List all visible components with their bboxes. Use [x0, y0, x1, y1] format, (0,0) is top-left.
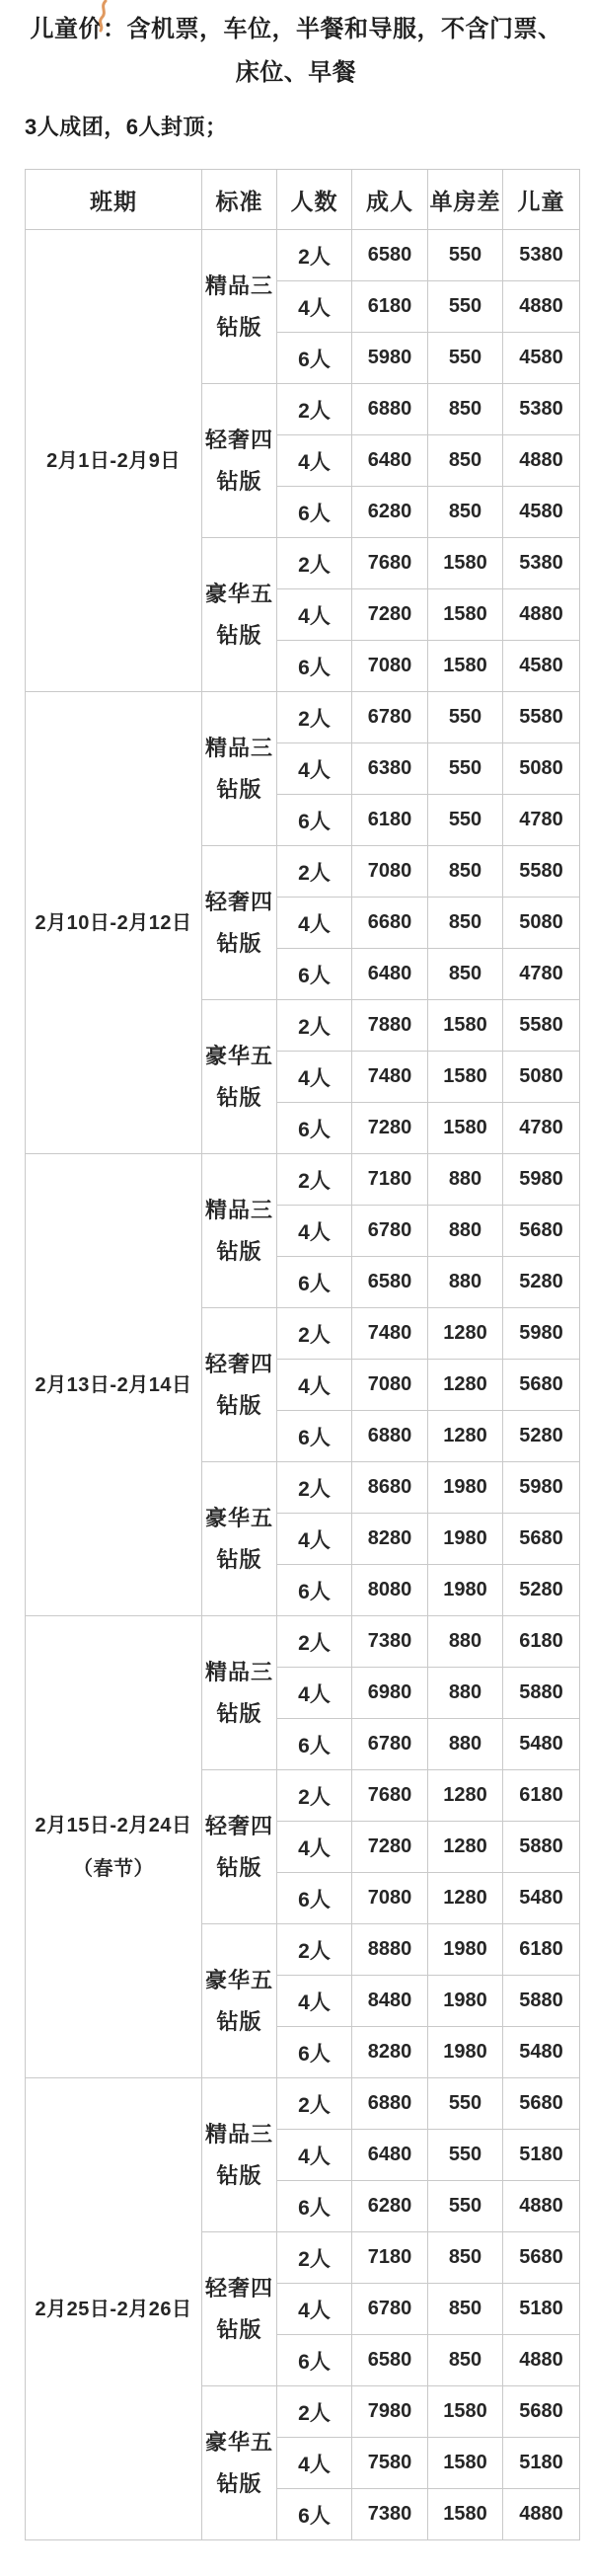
- adult-price-cell: 6780: [352, 1719, 428, 1770]
- tier-name-line: 钻版: [216, 468, 262, 494]
- date-period-cell-4: [26, 2078, 202, 2540]
- tier-name-line: 精品三: [204, 2121, 273, 2147]
- child-price-cell: 5680: [503, 2078, 580, 2130]
- people-cell: 2人: [277, 846, 352, 898]
- price-table-head: [26, 170, 580, 230]
- adult-price-cell: 7080: [352, 1873, 428, 1924]
- tier-name-cell: [202, 1154, 277, 1308]
- tier-name-line: 钻版: [216, 314, 262, 340]
- single-supplement-cell: 1280: [428, 1770, 503, 1822]
- tier-name-line: 钻版: [216, 2470, 262, 2496]
- child-price-cell: 5880: [503, 1976, 580, 2027]
- child-price-cell: 5680: [503, 1360, 580, 1411]
- adult-price-cell: 6280: [352, 487, 428, 538]
- child-price-cell: 4780: [503, 1103, 580, 1154]
- single-supplement-cell: 1580: [428, 1052, 503, 1103]
- adult-price-cell: 7080: [352, 641, 428, 692]
- tier-name-cell: [202, 230, 277, 384]
- people-cell: 4人: [277, 1976, 352, 2027]
- single-supplement-cell: 1580: [428, 589, 503, 641]
- child-price-cell: 5380: [503, 538, 580, 589]
- single-supplement-cell: 880: [428, 1668, 503, 1719]
- tier-name-line: 豪华五: [204, 581, 273, 606]
- single-supplement-cell: 1280: [428, 1308, 503, 1360]
- people-cell: 6人: [277, 2181, 352, 2232]
- adult-price-cell: 7880: [352, 1000, 428, 1052]
- child-price-cell: 5180: [503, 2438, 580, 2489]
- single-supplement-cell: 880: [428, 1616, 503, 1668]
- single-supplement-cell: 850: [428, 898, 503, 949]
- child-price-cell: 5280: [503, 1565, 580, 1616]
- adult-price-cell: 8280: [352, 2027, 428, 2078]
- child-price-cell: 5680: [503, 2386, 580, 2438]
- people-cell: 4人: [277, 1052, 352, 1103]
- date-period-cell-2: [26, 1154, 202, 1616]
- tier-name-cell: [202, 1770, 277, 1924]
- child-price-cell: 5680: [503, 1514, 580, 1565]
- people-cell: 2人: [277, 1462, 352, 1514]
- single-supplement-cell: 1980: [428, 1976, 503, 2027]
- child-price-cell: 4780: [503, 949, 580, 1000]
- price-table-body: [26, 230, 580, 2540]
- adult-price-cell: 7280: [352, 1103, 428, 1154]
- column-header-0: 班期: [26, 170, 202, 230]
- people-cell: 6人: [277, 1565, 352, 1616]
- child-price-cell: 4780: [503, 795, 580, 846]
- single-supplement-cell: 850: [428, 846, 503, 898]
- child-price-cell: 5580: [503, 846, 580, 898]
- table-row: [26, 1154, 580, 1206]
- child-price-cell: 5480: [503, 1719, 580, 1770]
- tier-name-line: 精品三: [204, 1197, 273, 1222]
- tier-name-line: 轻奢四: [204, 1813, 273, 1838]
- people-cell: 2人: [277, 384, 352, 435]
- child-price-cell: 6180: [503, 1770, 580, 1822]
- single-supplement-cell: 1580: [428, 2386, 503, 2438]
- people-cell: 6人: [277, 1257, 352, 1308]
- page-title: [0, 0, 592, 95]
- page-title-line1: 儿童价：含机票，车位，半餐和导服，不含门票、: [30, 16, 562, 42]
- date-period-text: 2月13日-2月14日: [35, 1373, 192, 1396]
- child-price-cell: 4880: [503, 435, 580, 487]
- single-supplement-cell: 850: [428, 435, 503, 487]
- tier-name-line: 轻奢四: [204, 889, 273, 914]
- single-supplement-cell: 1280: [428, 1411, 503, 1462]
- adult-price-cell: 6780: [352, 692, 428, 743]
- tier-name-line: 钻版: [216, 2008, 262, 2034]
- child-price-cell: 5980: [503, 1308, 580, 1360]
- people-cell: 2人: [277, 2232, 352, 2284]
- child-price-cell: 5380: [503, 384, 580, 435]
- date-period-text: 2月1日-2月9日: [46, 449, 181, 472]
- tier-name-line: 钻版: [216, 622, 262, 648]
- people-cell: 4人: [277, 898, 352, 949]
- child-price-cell: 4880: [503, 2181, 580, 2232]
- price-table: [25, 169, 580, 2540]
- child-price-cell: 5880: [503, 1668, 580, 1719]
- people-cell: 6人: [277, 487, 352, 538]
- date-period-cell-0: [26, 230, 202, 692]
- adult-price-cell: 6180: [352, 281, 428, 333]
- people-cell: 2人: [277, 1924, 352, 1976]
- child-price-cell: 5180: [503, 2284, 580, 2335]
- adult-price-cell: 6480: [352, 949, 428, 1000]
- adult-price-cell: 7480: [352, 1052, 428, 1103]
- table-row: [26, 230, 580, 281]
- child-price-cell: 5480: [503, 2027, 580, 2078]
- date-period-cell-3: [26, 1616, 202, 2078]
- adult-price-cell: 7980: [352, 2386, 428, 2438]
- single-supplement-cell: 1580: [428, 1103, 503, 1154]
- people-cell: 2人: [277, 692, 352, 743]
- people-cell: 6人: [277, 2489, 352, 2540]
- child-price-cell: 4580: [503, 487, 580, 538]
- column-header-1: 标准: [202, 170, 277, 230]
- people-cell: 2人: [277, 1000, 352, 1052]
- child-price-cell: 4880: [503, 2489, 580, 2540]
- adult-price-cell: 6680: [352, 898, 428, 949]
- single-supplement-cell: 550: [428, 743, 503, 795]
- people-cell: 2人: [277, 1308, 352, 1360]
- child-price-cell: 5980: [503, 1154, 580, 1206]
- people-cell: 6人: [277, 2335, 352, 2386]
- single-supplement-cell: 1580: [428, 641, 503, 692]
- people-cell: 2人: [277, 1616, 352, 1668]
- single-supplement-cell: 550: [428, 692, 503, 743]
- single-supplement-cell: 1580: [428, 538, 503, 589]
- single-supplement-cell: 1580: [428, 2489, 503, 2540]
- tier-name-cell: [202, 846, 277, 1000]
- people-cell: 4人: [277, 1360, 352, 1411]
- adult-price-cell: 6280: [352, 2181, 428, 2232]
- child-price-cell: 5680: [503, 2232, 580, 2284]
- single-supplement-cell: 880: [428, 1206, 503, 1257]
- child-price-cell: 5480: [503, 1873, 580, 1924]
- child-price-cell: 4580: [503, 333, 580, 384]
- people-cell: 6人: [277, 1873, 352, 1924]
- single-supplement-cell: 1280: [428, 1873, 503, 1924]
- single-supplement-cell: 850: [428, 2335, 503, 2386]
- child-price-cell: 5980: [503, 1462, 580, 1514]
- adult-price-cell: 6480: [352, 435, 428, 487]
- single-supplement-cell: 1580: [428, 1000, 503, 1052]
- tier-name-line: 豪华五: [204, 1043, 273, 1068]
- column-header-4: 单房差: [428, 170, 503, 230]
- tier-name-line: 精品三: [204, 735, 273, 760]
- tier-name-cell: [202, 1924, 277, 2078]
- single-supplement-cell: 550: [428, 795, 503, 846]
- single-supplement-cell: 550: [428, 2181, 503, 2232]
- tier-name-line: 钻版: [216, 1854, 262, 1880]
- tier-name-cell: [202, 692, 277, 846]
- people-cell: 4人: [277, 1514, 352, 1565]
- adult-price-cell: 6580: [352, 1257, 428, 1308]
- single-supplement-cell: 850: [428, 2284, 503, 2335]
- people-cell: 4人: [277, 435, 352, 487]
- column-header-2: 人数: [277, 170, 352, 230]
- tier-name-cell: [202, 2232, 277, 2386]
- adult-price-cell: 7380: [352, 2489, 428, 2540]
- tier-name-line: 精品三: [204, 273, 273, 298]
- people-cell: 6人: [277, 641, 352, 692]
- single-supplement-cell: 550: [428, 281, 503, 333]
- adult-price-cell: 8080: [352, 1565, 428, 1616]
- child-price-cell: 5880: [503, 1822, 580, 1873]
- adult-price-cell: 8480: [352, 1976, 428, 2027]
- people-cell: 6人: [277, 1411, 352, 1462]
- single-supplement-cell: 1980: [428, 1462, 503, 1514]
- single-supplement-cell: 850: [428, 487, 503, 538]
- people-cell: 4人: [277, 743, 352, 795]
- adult-price-cell: 8880: [352, 1924, 428, 1976]
- people-cell: 6人: [277, 1103, 352, 1154]
- people-cell: 2人: [277, 2078, 352, 2130]
- single-supplement-cell: 850: [428, 2232, 503, 2284]
- adult-price-cell: 6780: [352, 2284, 428, 2335]
- tier-name-line: 豪华五: [204, 1967, 273, 1992]
- single-supplement-cell: 1980: [428, 1924, 503, 1976]
- tier-name-line: 轻奢四: [204, 1351, 273, 1376]
- child-price-cell: 5280: [503, 1411, 580, 1462]
- people-cell: 6人: [277, 2027, 352, 2078]
- tier-name-cell: [202, 2386, 277, 2540]
- single-supplement-cell: 1280: [428, 1822, 503, 1873]
- tier-name-line: 豪华五: [204, 1505, 273, 1530]
- adult-price-cell: 6580: [352, 2335, 428, 2386]
- tier-name-line: 轻奢四: [204, 2275, 273, 2301]
- child-price-cell: 4880: [503, 281, 580, 333]
- single-supplement-cell: 1980: [428, 1514, 503, 1565]
- single-supplement-cell: 1980: [428, 2027, 503, 2078]
- adult-price-cell: 7080: [352, 1360, 428, 1411]
- child-price-cell: 5080: [503, 898, 580, 949]
- adult-price-cell: 6380: [352, 743, 428, 795]
- adult-price-cell: 8280: [352, 1514, 428, 1565]
- adult-price-cell: 6880: [352, 2078, 428, 2130]
- adult-price-cell: 8680: [352, 1462, 428, 1514]
- child-price-cell: 5180: [503, 2130, 580, 2181]
- table-row: [26, 1616, 580, 1668]
- adult-price-cell: 5980: [352, 333, 428, 384]
- people-cell: 2人: [277, 1154, 352, 1206]
- adult-price-cell: 6180: [352, 795, 428, 846]
- single-supplement-cell: 850: [428, 949, 503, 1000]
- adult-price-cell: 7380: [352, 1616, 428, 1668]
- date-period-text: 2月15日-2月24日: [35, 1814, 192, 1836]
- child-price-cell: 5080: [503, 1052, 580, 1103]
- people-cell: 4人: [277, 1822, 352, 1873]
- people-cell: 6人: [277, 1719, 352, 1770]
- column-header-5: 儿童: [503, 170, 580, 230]
- adult-price-cell: 7680: [352, 1770, 428, 1822]
- tier-name-line: 钻版: [216, 1700, 262, 1726]
- tier-name-line: 精品三: [204, 1659, 273, 1684]
- group-size-note: 3人成团，6人封顶；: [25, 115, 228, 139]
- table-row: [26, 692, 580, 743]
- people-cell: 4人: [277, 2438, 352, 2489]
- child-price-cell: 5280: [503, 1257, 580, 1308]
- adult-price-cell: 6580: [352, 230, 428, 281]
- tier-name-cell: [202, 1000, 277, 1154]
- people-cell: 4人: [277, 1206, 352, 1257]
- tier-name-line: 钻版: [216, 2162, 262, 2188]
- date-period-text: 2月25日-2月26日: [35, 2298, 192, 2320]
- date-period-note: （春节）: [73, 1857, 154, 1880]
- tier-name-cell: [202, 1462, 277, 1616]
- adult-price-cell: 6980: [352, 1668, 428, 1719]
- adult-price-cell: 7680: [352, 538, 428, 589]
- tier-name-line: 钻版: [216, 1084, 262, 1110]
- child-price-cell: 6180: [503, 1616, 580, 1668]
- column-header-3: 成人: [352, 170, 428, 230]
- people-cell: 2人: [277, 1770, 352, 1822]
- adult-price-cell: 6480: [352, 2130, 428, 2181]
- adult-price-cell: 6880: [352, 1411, 428, 1462]
- tier-name-line: 钻版: [216, 1392, 262, 1418]
- child-price-cell: 5380: [503, 230, 580, 281]
- adult-price-cell: 6780: [352, 1206, 428, 1257]
- tier-name-cell: [202, 538, 277, 692]
- single-supplement-cell: 880: [428, 1719, 503, 1770]
- people-cell: 4人: [277, 281, 352, 333]
- child-price-cell: 5580: [503, 692, 580, 743]
- adult-price-cell: 7280: [352, 1822, 428, 1873]
- single-supplement-cell: 880: [428, 1257, 503, 1308]
- tier-name-line: 轻奢四: [204, 427, 273, 452]
- child-price-cell: 4580: [503, 641, 580, 692]
- adult-price-cell: 7180: [352, 2232, 428, 2284]
- tier-name-cell: [202, 1616, 277, 1770]
- people-cell: 4人: [277, 1668, 352, 1719]
- people-cell: 4人: [277, 2130, 352, 2181]
- child-price-cell: 4880: [503, 2335, 580, 2386]
- table-row: [26, 2078, 580, 2130]
- single-supplement-cell: 550: [428, 333, 503, 384]
- people-cell: 6人: [277, 949, 352, 1000]
- single-supplement-cell: 1980: [428, 1565, 503, 1616]
- people-cell: 6人: [277, 333, 352, 384]
- single-supplement-cell: 1580: [428, 2438, 503, 2489]
- single-supplement-cell: 850: [428, 384, 503, 435]
- tier-name-cell: [202, 384, 277, 538]
- people-cell: 6人: [277, 795, 352, 846]
- date-period-cell-1: [26, 692, 202, 1154]
- adult-price-cell: 7580: [352, 2438, 428, 2489]
- tier-name-line: 钻版: [216, 2316, 262, 2342]
- single-supplement-cell: 550: [428, 2078, 503, 2130]
- child-price-cell: 5080: [503, 743, 580, 795]
- adult-price-cell: 7180: [352, 1154, 428, 1206]
- single-supplement-cell: 550: [428, 230, 503, 281]
- adult-price-cell: 7480: [352, 1308, 428, 1360]
- people-cell: 2人: [277, 2386, 352, 2438]
- people-cell: 2人: [277, 538, 352, 589]
- tier-name-line: 钻版: [216, 930, 262, 956]
- single-supplement-cell: 1280: [428, 1360, 503, 1411]
- adult-price-cell: 6880: [352, 384, 428, 435]
- tier-name-line: 钻版: [216, 1238, 262, 1264]
- adult-price-cell: 7280: [352, 589, 428, 641]
- page-title-line2: 床位、早餐: [235, 59, 357, 86]
- child-price-cell: 5680: [503, 1206, 580, 1257]
- people-cell: 2人: [277, 230, 352, 281]
- single-supplement-cell: 880: [428, 1154, 503, 1206]
- tier-name-cell: [202, 2078, 277, 2232]
- people-cell: 4人: [277, 2284, 352, 2335]
- tier-name-line: 豪华五: [204, 2429, 273, 2455]
- child-price-cell: 4880: [503, 589, 580, 641]
- date-period-text: 2月10日-2月12日: [35, 911, 192, 934]
- tier-name-cell: [202, 1308, 277, 1462]
- child-price-cell: 5580: [503, 1000, 580, 1052]
- people-cell: 4人: [277, 589, 352, 641]
- adult-price-cell: 7080: [352, 846, 428, 898]
- child-price-cell: 6180: [503, 1924, 580, 1976]
- tier-name-line: 钻版: [216, 776, 262, 802]
- tier-name-line: 钻版: [216, 1546, 262, 1572]
- single-supplement-cell: 550: [428, 2130, 503, 2181]
